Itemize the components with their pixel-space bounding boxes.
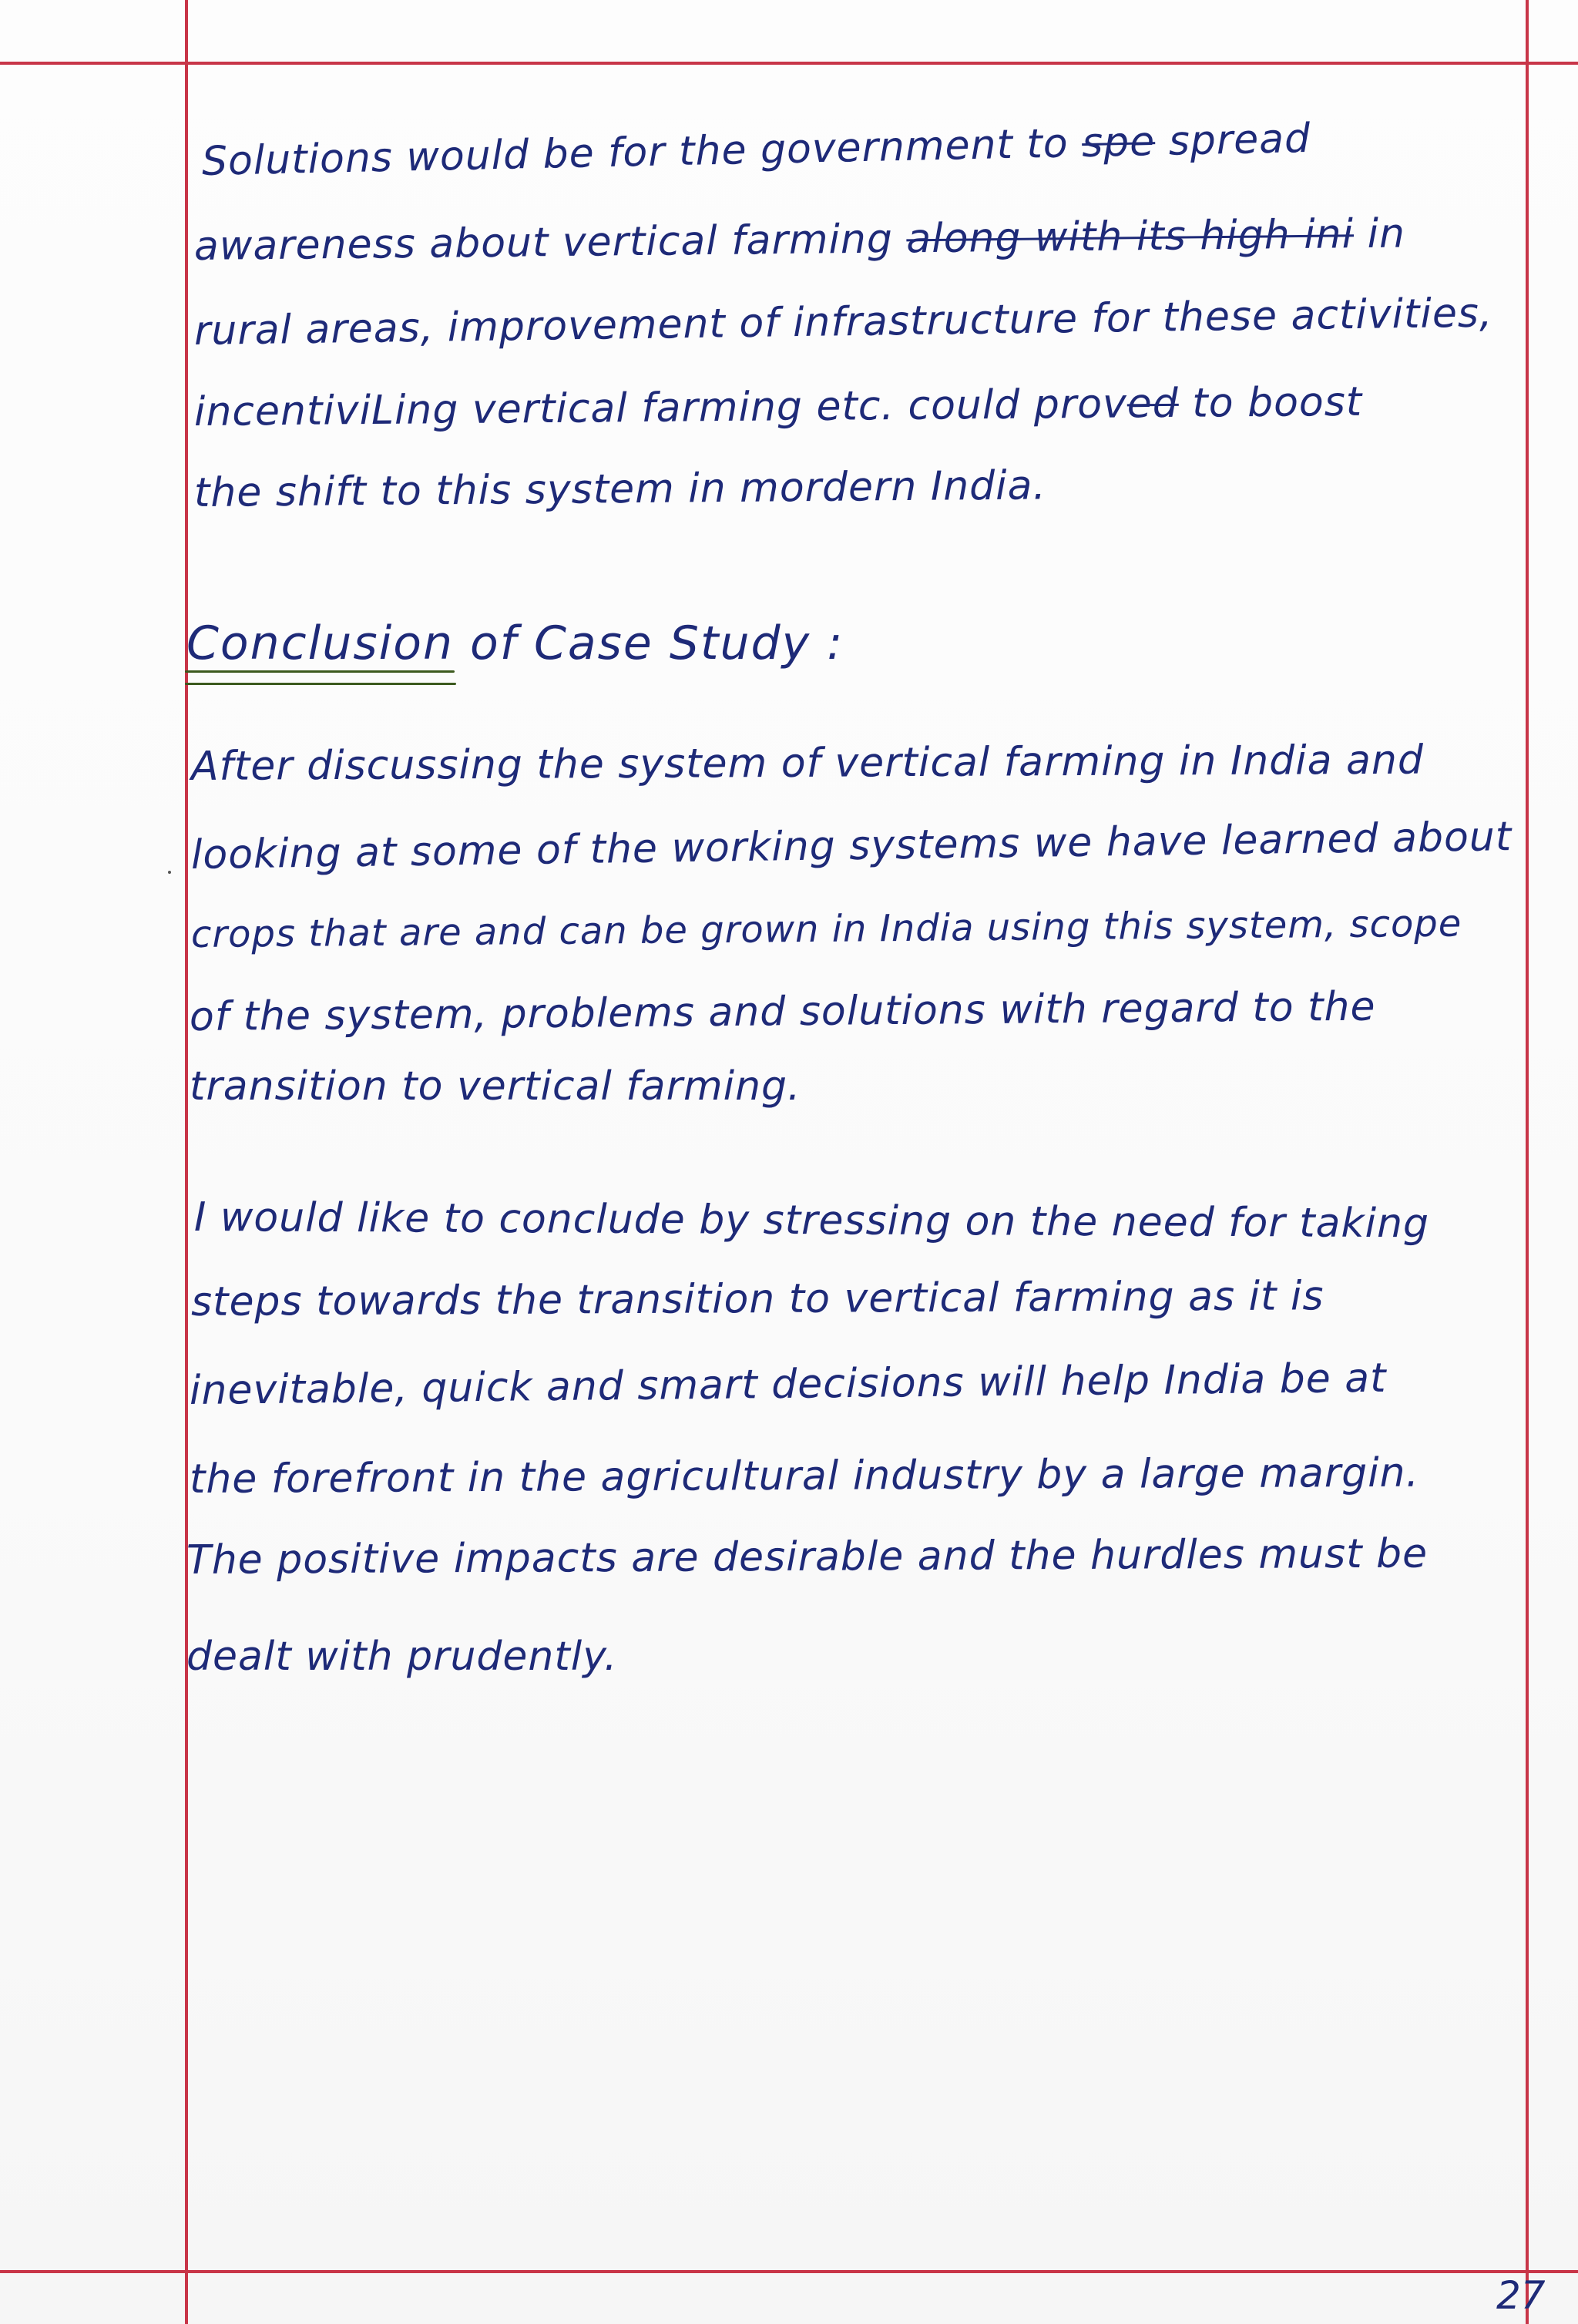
paragraph-1-line-4: incentiviLing vertical farming etc. could proved to boost: [193, 378, 1363, 435]
struck-letters: ed: [1126, 380, 1180, 428]
paragraph-2-line-2: looking at some of the working systems we have learned about: [190, 814, 1513, 878]
paragraph-2-line-5: transition to vertical farming.: [190, 1063, 801, 1110]
paragraph-2-line-1: After discussing the system of vertical farming in India and: [190, 737, 1425, 790]
page-number: 27: [1496, 2273, 1546, 2318]
top-margin-rule: [0, 62, 1578, 65]
left-margin-rule: [185, 0, 188, 2324]
heading-underline-second: [185, 683, 456, 685]
section-heading: Conclusion of Case Study :: [186, 616, 844, 670]
right-margin-rule: [1526, 0, 1529, 2324]
struck-phrase: along with its high ini: [906, 211, 1355, 263]
paragraph-3-line-6: dealt with prudently.: [186, 1634, 618, 1680]
heading-underline: [185, 670, 455, 673]
paragraph-1-line-5: the shift to this system in mordern India.: [193, 462, 1047, 516]
paragraph-3-line-1: I would like to conclude by stressing on the need for taking: [193, 1194, 1430, 1248]
paragraph-3-line-5: The positive impacts are desirable and the hurdles must be: [186, 1530, 1429, 1583]
paragraph-3-line-4: the forefront in the agricultural industry by a large margin.: [189, 1449, 1420, 1503]
bottom-margin-rule: [0, 2270, 1578, 2273]
paragraph-3-line-2: steps towards the transition to vertical farming as it is: [190, 1273, 1325, 1325]
paragraph-1-line-3: rural areas, improvement of infrastructure for these activities,: [193, 290, 1493, 354]
paragraph-1-line-2: awareness about vertical farming along with its high ini in: [193, 210, 1406, 270]
paragraph-2-line-4: of the system, problems and solutions with regard to the: [189, 983, 1376, 1040]
paragraph-3-line-3: inevitable, quick and smart decisions will help India be at: [189, 1355, 1387, 1414]
struck-word: spe: [1081, 119, 1156, 167]
paragraph-1-line-1: Solutions would be for the government to spe spread: [201, 115, 1311, 185]
paragraph-2-line-3: crops that are and can be grown in India using this system, scope: [190, 902, 1462, 956]
stray-pen-mark: [168, 871, 171, 874]
